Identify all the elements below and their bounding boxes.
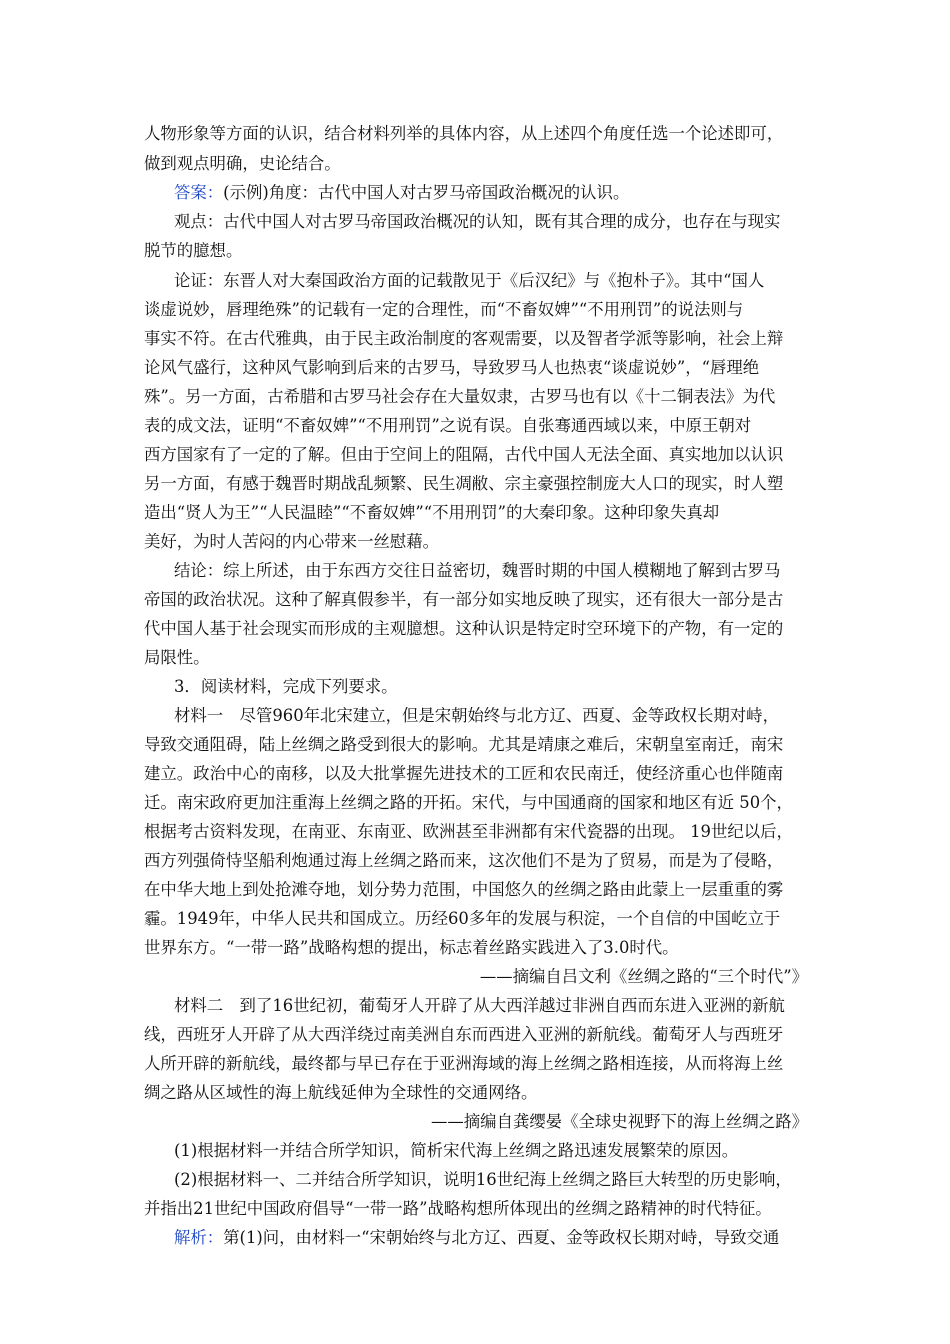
text-line: 并指出21世纪中国政府倡导“一带一路”战略构想所体现出的丝绸之路精神的时代特征。 [144, 1199, 772, 1218]
text-line: 根据考古资料发现，在南亚、东南亚、欧洲甚至非洲都有宋代瓷器的出现。 19世纪以后， [144, 822, 793, 841]
text-line: 人所开辟的新航线，最终都与早已存在于亚洲海域的海上丝绸之路相连接，从而将海上丝 [144, 1054, 784, 1073]
analysis-line [0, 1225, 950, 1251]
sub-question: (1)根据材料一并结合所学知识，简析宋代海上丝绸之路迅速发展繁荣的原因。 [174, 1141, 739, 1160]
text-line: 造出“贤人为王”“人民温睦”“不畜奴婢”“不用刑罚”的大秦印象。这种印象失真却 [144, 503, 720, 522]
text-line: 迁。南宋政府更加注重海上丝绸之路的开拓。宋代，与中国通商的国家和地区有近 50个， [144, 793, 793, 812]
analysis-label: 解析： [174, 1228, 224, 1247]
text-line: 表的成文法，证明“不畜奴婢”“不用刑罚”之说有误。自张骞通西域以来，中原王朝对 [144, 416, 752, 435]
text-line: 在中华大地上到处抢滩夺地，划分势力范围，中国悠久的丝绸之路由此蒙上一层重重的雾 [144, 880, 784, 899]
analysis-text: 第(1)问，由材料一“宋朝始终与北方辽、西夏、金等政权长期对峙，导致交通 [223, 1228, 780, 1247]
text-line: 论证：东晋人对大秦国政治方面的记载散见于《后汉纪》与《抱朴子》。其中“国人 [174, 271, 765, 290]
text-line: 美好，为时人苦闷的内心带来一丝慰藉。 [144, 532, 440, 551]
question-title: 3．阅读材料，完成下列要求。 [174, 677, 398, 696]
text-line: 结论：综上所述，由于东西方交往日益密切，魏晋时期的中国人模糊地了解到古罗马 [174, 561, 781, 580]
text-line: 世界东方。“一带一路”战略构想的提出，标志着丝路实践进入了3.0时代。 [144, 938, 679, 957]
text-line: 脱节的臆想。 [144, 241, 243, 260]
text-line: 人物形象等方面的认识，结合材料列举的具体内容，从上述四个角度任选一个论述即可， [144, 124, 784, 143]
source-citation: ——摘编自吕文利《丝绸之路的“三个时代”》 [479, 967, 808, 986]
source-citation: ——摘编自龚缨晏《全球史视野下的海上丝绸之路》 [431, 1112, 808, 1131]
text-line: 论风气盛行，这种风气影响到后来的古罗马，导致罗马人也热衷“谈虚说妙”，“唇理绝 [144, 358, 760, 377]
text-line: 帝国的政治状况。这种了解真假参半，有一部分如实地反映了现实，还有很大一部分是古 [144, 590, 784, 609]
answer-text: (示例)角度：古代中国人对古罗马帝国政治概况的认识。 [223, 183, 630, 202]
text-line: 事实不符。在古代雅典，由于民主政治制度的客观需要，以及智者学派等影响，社会上辩 [144, 329, 784, 348]
sub-question: (2)根据材料一、二并结合所学知识，说明16世纪海上丝绸之路巨大转型的历史影响， [174, 1170, 792, 1189]
text-line: 材料二 到了16世纪初，葡萄牙人开辟了从大西洋越过非洲自西而东进入亚洲的新航 [174, 996, 785, 1015]
text-line: 西方列强倚恃坚船利炮通过海上丝绸之路而来，这次他们不是为了贸易，而是为了侵略， [144, 851, 784, 870]
text-line: 观点：古代中国人对古罗马帝国政治概况的认知，既有其合理的成分，也存在与现实 [174, 212, 781, 231]
text-line: 线，西班牙人开辟了从大西洋绕过南美洲自东而西进入亚洲的新航线。葡萄牙人与西班牙 [144, 1025, 784, 1044]
text-line: 谈虚说妙，唇理绝殊”的记载有一定的合理性，而“不畜奴婢”“不用刑罚”的说法则与 [144, 300, 744, 319]
answer-label: 答案： [174, 183, 224, 202]
text-line: 局限性。 [144, 648, 210, 667]
text-line: 建立。政治中心的南移，以及大批掌握先进技术的工匠和农民南迁，使经济重心也伴随南 [144, 764, 784, 783]
text-line: 做到观点明确，史论结合。 [144, 154, 341, 173]
answer-line [0, 180, 950, 206]
text-line: 西方国家有了一定的了解。但由于空间上的阻隔，古代中国人无法全面、真实地加以认识 [144, 445, 784, 464]
text-line: 导致交通阻碍，陆上丝绸之路受到很大的影响。尤其是靖康之难后，宋朝皇室南迁，南宋 [144, 735, 784, 754]
text-line: 霾。1949年，中华人民共和国成立。历经60多年的发展与积淀，一个自信的中国屹立于 [144, 909, 781, 928]
text-line: 殊”。另一方面，古希腊和古罗马社会存在大量奴隶，古罗马也有以《十二铜表法》为代 [144, 387, 776, 406]
text-line: 材料一 尽管960年北宋建立，但是宋朝始终与北方辽、西夏、金等政权长期对峙， [174, 706, 779, 725]
text-line: 另一方面，有感于魏晋时期战乱频繁、民生凋敝、宗主豪强控制庞大人口的现实，时人塑 [144, 474, 784, 493]
text-line: 绸之路从区域性的海上航线延伸为全球性的交通网络。 [144, 1083, 538, 1102]
text-line: 代中国人基于社会现实而形成的主观臆想。这种认识是特定时空环境下的产物，有一定的 [144, 619, 784, 638]
